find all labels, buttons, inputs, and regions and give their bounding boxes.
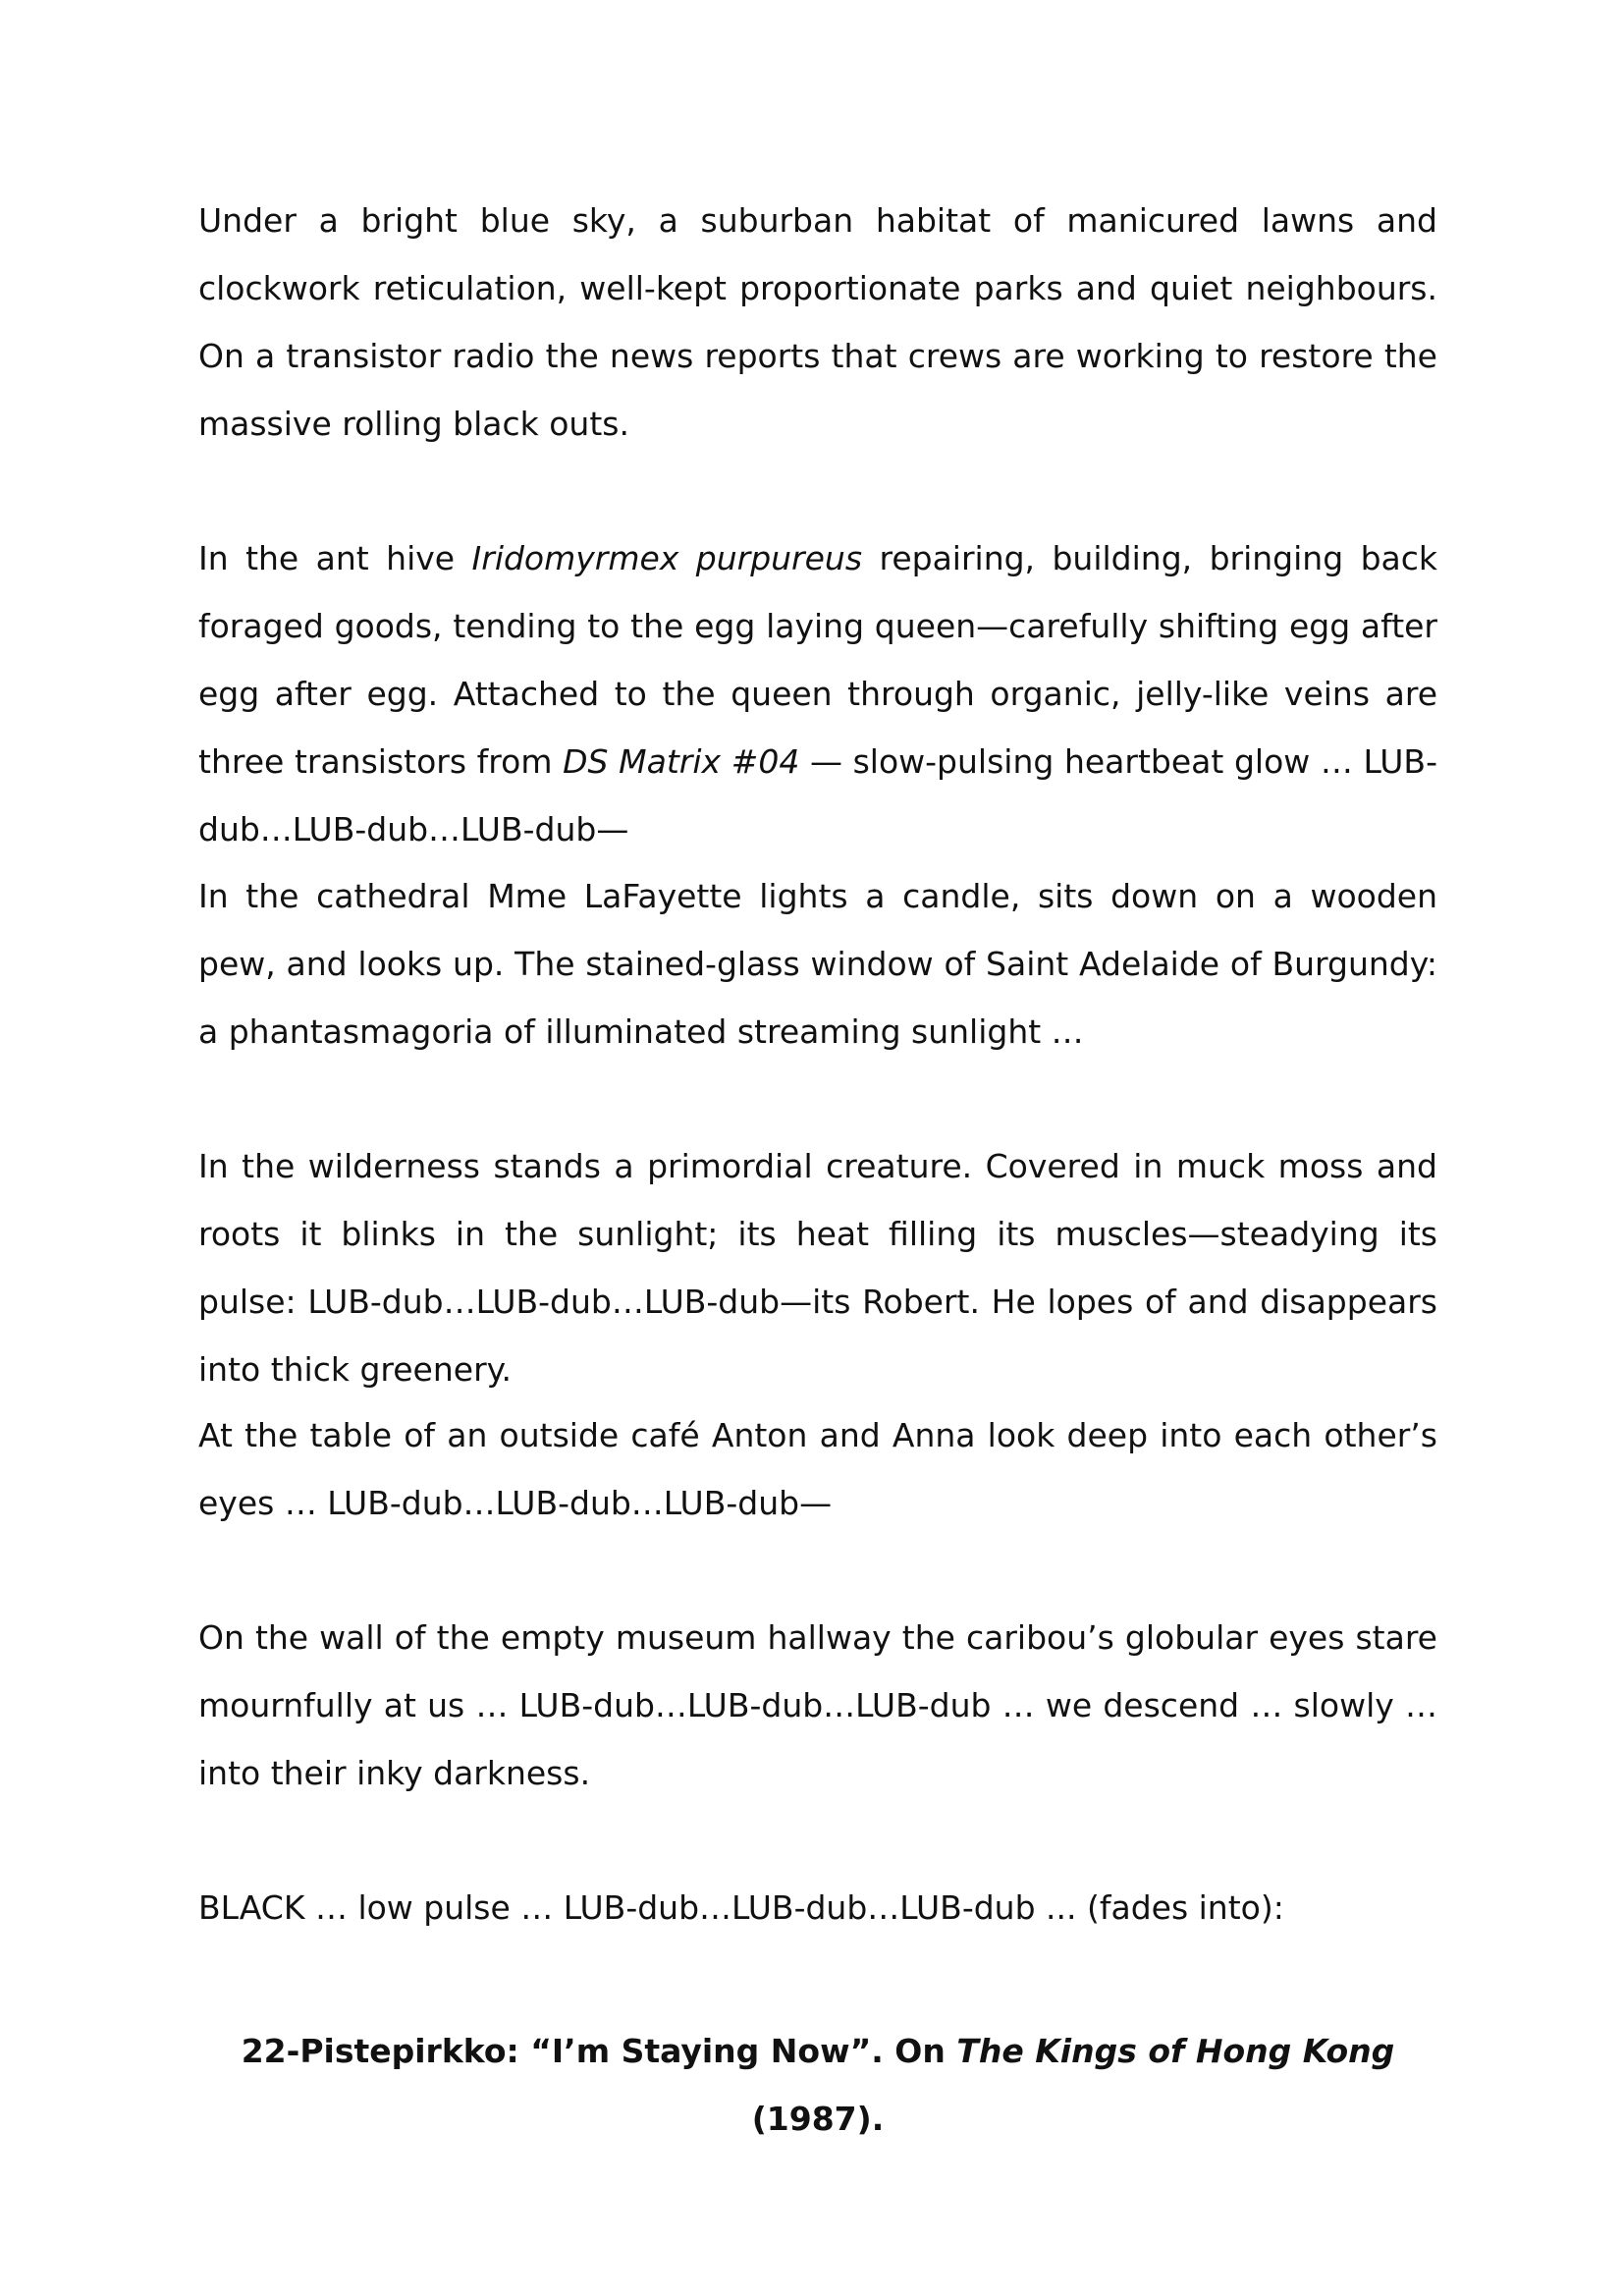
- paragraph-ant-hive: [198, 524, 1437, 863]
- paragraph-museum: On the wall of the empty museum hallway the caribou’s globular eyes stare mournfully at us … LUB-dub…LUB-dub…LUB-dub … we descend … slowly … into their inky darkness.: [198, 1618, 1437, 1792]
- paragraph-ant-hive-body: repairing, building, bringing back foraged goods, tending to the egg laying queen—carefully shifting egg after egg after egg. Attached to the queen through organic, jelly-like veins are three transistors from: [198, 539, 1437, 781]
- species-name: Iridomyrmex purpureus: [471, 539, 863, 577]
- album-title: The Kings of Hong Kong: [956, 2032, 1395, 2070]
- paragraph-suburban-habitat: Under a bright blue sky, a suburban habitat of manicured lawns and clockwork reticulation, well-kept proportionate parks and quiet neighbours. On a transistor radio the news reports that crews are working to restore the massive rolling black outs.: [198, 201, 1437, 443]
- paragraph-wilderness: In the wilderness stands a primordial creature. Covered in muck moss and roots it blinks in the sunlight; its heat filling its muscles—steadying its pulse: LUB-dub…LUB-dub…LUB-dub—its Robert. He lopes of and disappears into thick greenery.: [198, 1147, 1437, 1389]
- track-caption: [198, 2017, 1437, 2153]
- paragraph-cafe: At the table of an outside café Anton and Anna look deep into each other’s eyes … LUB-dub…LUB-dub…LUB-dub—: [198, 1416, 1437, 1522]
- paragraph-ant-hive-end: — slow-pulsing heartbeat glow … LUB-dub…LUB-dub…LUB-dub—: [198, 742, 1437, 848]
- matrix-title: DS Matrix #04: [563, 742, 800, 781]
- paragraph-cathedral: In the cathedral Mme LaFayette lights a candle, sits down on a wooden pew, and looks up. The stained-glass window of Saint Adelaide of Burgundy: a phantasmagoria of illuminated streaming sunlight …: [198, 877, 1437, 1051]
- paragraph-black: BLACK … low pulse … LUB-dub…LUB-dub…LUB-dub ... (fades into):: [198, 1888, 1284, 1927]
- paragraph-ant-hive-intro: In the ant hive: [198, 539, 472, 577]
- track-caption-year: (1987).: [751, 2100, 885, 2138]
- track-caption-title: 22-Pistepirkko: “I’m Staying Now”. On: [241, 2032, 957, 2070]
